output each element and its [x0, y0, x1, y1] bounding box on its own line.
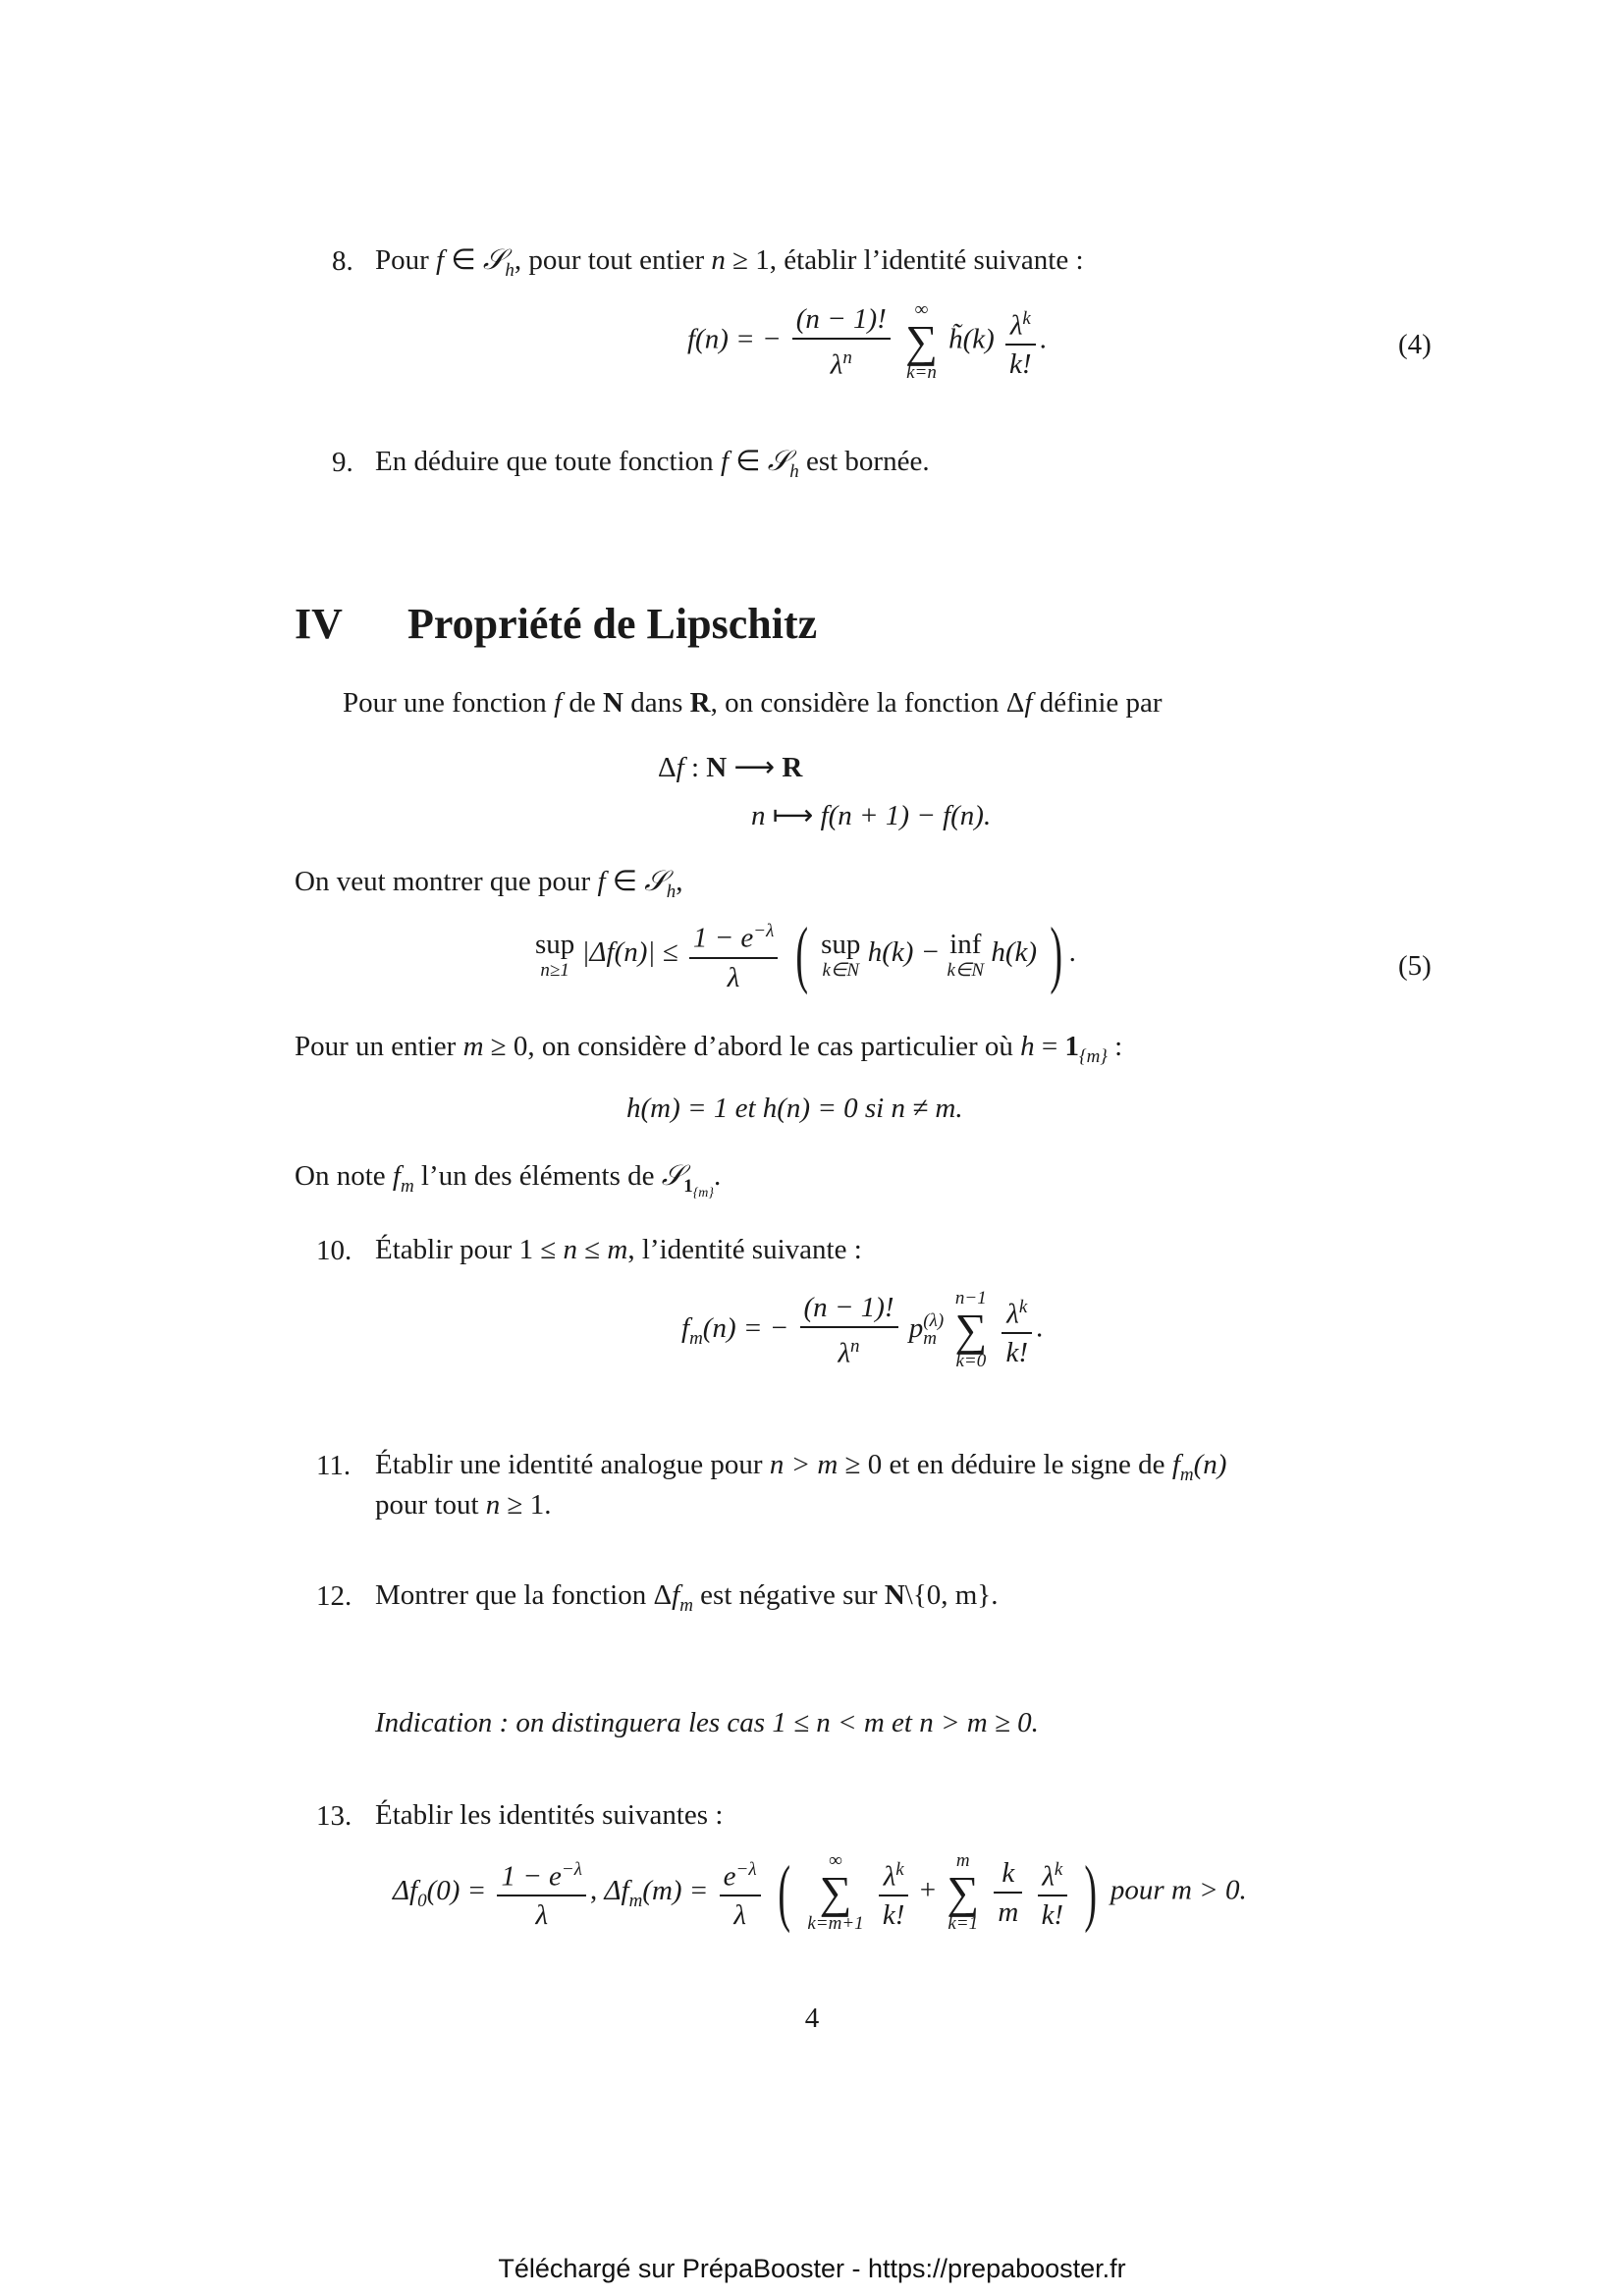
- math-sub: {m}: [1078, 1045, 1108, 1067]
- rest: (m) =: [642, 1874, 709, 1906]
- text: Pour: [375, 244, 437, 276]
- frac-num: (n − 1)!: [800, 1289, 898, 1328]
- question-8-text: [375, 242, 1084, 289]
- sup-operator: [535, 929, 574, 981]
- sum: [807, 1850, 863, 1935]
- lambda: λ: [883, 1860, 896, 1893]
- frac-den: [800, 1328, 898, 1372]
- text: de: [562, 687, 603, 719]
- equation-q13: [393, 1850, 1247, 1935]
- math-var: f: [720, 446, 729, 477]
- hint-label: Indication : on distinguera les cas: [375, 1707, 773, 1738]
- period: .: [1036, 1311, 1044, 1344]
- rest: (0) =: [426, 1874, 487, 1906]
- exp: k: [895, 1858, 904, 1880]
- math-set: 𝒮: [661, 1160, 684, 1192]
- sup-operator: [821, 929, 860, 981]
- indicator-one: 1: [683, 1175, 693, 1197]
- math-op: ∈: [605, 866, 645, 897]
- section-title: Propriété de Lipschitz: [407, 600, 818, 648]
- sum-top: ∞: [914, 299, 929, 320]
- question-11-line2: [375, 1487, 551, 1522]
- math-set-N: N: [706, 752, 728, 783]
- frac-den: k!: [1041, 1899, 1064, 1932]
- frac-den: [792, 340, 891, 384]
- text: ≤: [577, 1234, 608, 1265]
- text: , pour tout entier: [514, 244, 712, 276]
- math-set-N: N: [603, 687, 623, 719]
- text: Pour une fonction: [343, 687, 555, 719]
- equation-5: [535, 913, 1076, 996]
- frac-num: [1001, 1289, 1032, 1335]
- math-sub: m: [400, 1175, 414, 1197]
- num-text: e: [723, 1860, 736, 1893]
- sub: 0: [417, 1890, 427, 1911]
- math-set: 𝒮: [767, 446, 790, 477]
- fraction: [1001, 1289, 1032, 1372]
- page-number: 4: [804, 2002, 820, 2034]
- fraction: [994, 1854, 1022, 1931]
- text: \{0, m}.: [904, 1579, 999, 1611]
- text: Montrer que la fonction Δ: [375, 1579, 673, 1611]
- sigma: ∑: [905, 316, 938, 366]
- text: dans: [623, 687, 690, 719]
- eq-lhs: [604, 1874, 709, 1911]
- lambda: λ: [1042, 1860, 1055, 1893]
- exp: −λ: [561, 1858, 582, 1880]
- f: f: [681, 1311, 690, 1344]
- frac-den: λ: [733, 1899, 746, 1932]
- text: Établir pour 1 ≤: [375, 1234, 564, 1265]
- text: , l’identité suivante :: [627, 1234, 862, 1265]
- frac-den: λ: [727, 961, 740, 993]
- right-paren: ): [1050, 913, 1063, 996]
- equation-4: [687, 299, 1047, 384]
- text: ≥ 0, on considère d’abord le cas particulier où: [483, 1031, 1021, 1062]
- question-number: 11.: [316, 1450, 352, 1481]
- goal-sentence: [295, 864, 682, 910]
- delta-f-definition-line2: [751, 798, 991, 832]
- frac-den: k!: [1005, 1337, 1029, 1369]
- delta: Δ: [658, 752, 677, 783]
- math-op: ∈: [444, 244, 483, 276]
- text: On note: [295, 1160, 393, 1192]
- question-number: 10.: [316, 1235, 352, 1266]
- inf-limit: k∈N: [947, 959, 985, 981]
- math-var: f: [672, 1579, 680, 1611]
- sum-top: n−1: [954, 1288, 987, 1308]
- sum: [947, 1850, 979, 1935]
- math-var: m: [462, 1031, 484, 1062]
- rest: (n) = −: [702, 1311, 789, 1344]
- comma: ,: [589, 1874, 598, 1906]
- left-paren: (: [794, 913, 808, 996]
- text: l’un des éléments de: [413, 1160, 662, 1192]
- h-of-k: h(k) −: [867, 935, 941, 968]
- sum-bottom: k=m+1: [807, 1913, 864, 1934]
- question-number: 9.: [332, 447, 353, 478]
- exp: k: [1022, 307, 1031, 329]
- math-set-N: N: [884, 1579, 905, 1611]
- text: En déduire que toute fonction: [375, 446, 721, 477]
- frac-num: [720, 1851, 761, 1897]
- intro-paragraph: [343, 685, 1163, 721]
- text: =: [1034, 1031, 1065, 1062]
- sum: [905, 299, 938, 384]
- math-sub: h: [789, 460, 799, 482]
- frac-num: [879, 1851, 909, 1897]
- sub: m: [628, 1890, 643, 1911]
- text: pour tout: [375, 1489, 486, 1521]
- fraction: [1005, 300, 1036, 384]
- arrow: ⟶: [727, 752, 783, 783]
- equation-q10: [681, 1288, 1043, 1372]
- sigma: ∑: [954, 1305, 988, 1355]
- right-paren: ): [1084, 1851, 1098, 1934]
- delta-f-definition-line1: [658, 750, 802, 784]
- p-scripts: [923, 1312, 944, 1348]
- footer-download-note[interactable]: Téléchargé sur PrépaBooster - https://prepabooster.fr: [498, 2254, 1126, 2283]
- frac-num: (n − 1)!: [792, 300, 891, 340]
- fraction: [689, 913, 779, 996]
- sum-bottom: k=1: [947, 1913, 979, 1934]
- math-subsub: {m}: [692, 1185, 715, 1201]
- fraction: [879, 1851, 909, 1935]
- sigma: ∑: [947, 1867, 980, 1917]
- question-number: 13.: [316, 1800, 352, 1832]
- text: .: [714, 1160, 722, 1192]
- sup: sup: [821, 928, 861, 960]
- frac-den: k!: [1009, 348, 1032, 381]
- hint: [375, 1705, 1039, 1740]
- lambda: λ: [1006, 1298, 1019, 1330]
- condition: pour m > 0.: [1110, 1874, 1247, 1906]
- math: n > m ≥ 0.: [919, 1707, 1039, 1738]
- text: est bornée.: [798, 446, 930, 477]
- question-number: 8.: [332, 245, 353, 277]
- exp: −λ: [735, 1858, 757, 1880]
- note-sentence: [295, 1158, 721, 1211]
- delta-f: Δf: [604, 1874, 629, 1906]
- eq-lhs: [681, 1311, 789, 1349]
- text: :: [1107, 1031, 1123, 1062]
- lambda: λ: [830, 348, 843, 381]
- eq-lhs: f(n) = −: [687, 323, 782, 355]
- section-number: IV: [295, 600, 343, 648]
- question-13-text: Établir les identités suivantes :: [375, 1799, 724, 1831]
- text: , on considère la fonction Δ: [710, 687, 1025, 719]
- frac-num: [1038, 1851, 1068, 1897]
- math-sub: m: [679, 1594, 693, 1616]
- question-number: 12.: [316, 1580, 352, 1612]
- math-var: h: [1020, 1031, 1035, 1062]
- equation-label: (5): [1398, 950, 1432, 982]
- mapsto: ⟼: [765, 800, 821, 831]
- text: ≥ 1, établir l’identité suivante :: [725, 244, 1084, 276]
- math-var: f: [597, 866, 606, 897]
- eq-lhs: [393, 1874, 487, 1911]
- math-set: 𝒮: [644, 866, 667, 897]
- question-9-text: [375, 444, 930, 490]
- sum: [954, 1288, 987, 1372]
- fraction: [800, 1289, 898, 1372]
- frac-num: k: [994, 1854, 1022, 1894]
- frac-num: [689, 913, 779, 959]
- math-var: f: [1024, 687, 1033, 719]
- fraction: [497, 1851, 586, 1935]
- inf-operator: [947, 929, 984, 981]
- text: est négative sur: [692, 1579, 885, 1611]
- text: ,: [676, 866, 683, 897]
- math-op: ∈: [729, 446, 768, 477]
- math-var: n: [563, 1234, 577, 1265]
- question-12-text: [375, 1577, 998, 1624]
- math-var: f: [436, 244, 445, 276]
- math-var: m: [607, 1234, 628, 1265]
- indicator-one: 1: [1064, 1031, 1079, 1062]
- delta-f: Δf: [393, 1874, 418, 1906]
- math: n > m: [769, 1449, 839, 1480]
- text: Établir une identité analogue pour: [375, 1449, 770, 1480]
- math-var: n: [751, 800, 766, 831]
- p-sup: (λ): [923, 1310, 945, 1331]
- sum-bottom: k=n: [906, 362, 937, 383]
- math-sub: [683, 1175, 715, 1201]
- frac-den: m: [998, 1896, 1019, 1928]
- abs-delta-f: |Δf(n)| ≤: [581, 935, 678, 968]
- exp: k: [1018, 1296, 1028, 1317]
- period: .: [1039, 323, 1047, 355]
- plus: +: [919, 1874, 937, 1906]
- special-case-sentence: [295, 1029, 1122, 1075]
- sup: sup: [535, 928, 575, 960]
- lambda: λ: [1009, 309, 1023, 342]
- inf: inf: [949, 928, 982, 960]
- left-paren: (: [778, 1851, 790, 1934]
- sup-limit: n≥1: [540, 959, 569, 981]
- text: Pour un entier: [295, 1031, 463, 1062]
- sum-top: m: [955, 1850, 970, 1871]
- lambda: λ: [838, 1337, 851, 1369]
- math-set: 𝒮: [482, 244, 506, 276]
- math-var: f: [1171, 1449, 1180, 1480]
- math-var: f: [392, 1160, 401, 1192]
- frac-num: [1005, 300, 1036, 347]
- num-text: 1 − e: [692, 922, 754, 954]
- h-of-k: h(k): [991, 935, 1038, 968]
- math-var: f: [676, 752, 684, 783]
- exp: k: [1054, 1858, 1063, 1880]
- p: p: [908, 1311, 924, 1344]
- text: On veut montrer que pour: [295, 866, 598, 897]
- frac-den: k!: [882, 1899, 905, 1932]
- math-set-R: R: [782, 752, 803, 783]
- indicator-definition: [626, 1093, 963, 1125]
- exp: n: [850, 1335, 860, 1357]
- math-sub: h: [666, 881, 677, 902]
- text: ≥ 1.: [500, 1489, 552, 1521]
- sum-top: ∞: [829, 1850, 842, 1871]
- math-set-R: R: [689, 687, 711, 719]
- p-sub: m: [923, 1328, 938, 1349]
- equation-label: (4): [1398, 329, 1432, 360]
- exp: −λ: [753, 921, 775, 941]
- eq-text: h(m) = 1 et h(n) = 0 si n ≠ m.: [626, 1093, 963, 1124]
- math-var: n: [711, 244, 726, 276]
- text: et: [884, 1707, 920, 1738]
- fraction: [1038, 1851, 1068, 1935]
- math-sub: h: [505, 259, 514, 281]
- frac-den: λ: [535, 1899, 548, 1932]
- math: 1 ≤ n < m: [772, 1707, 885, 1738]
- num-text: 1 − e: [501, 1860, 562, 1893]
- h-tilde: h̃(k): [948, 323, 995, 355]
- p-m-lambda: [908, 1310, 945, 1349]
- math: (n): [1193, 1449, 1227, 1480]
- exp: n: [842, 347, 852, 368]
- math-var: n: [485, 1489, 501, 1521]
- map-rhs: f(n + 1) − f(n).: [820, 800, 992, 831]
- fraction: [792, 300, 891, 384]
- sub: m: [689, 1327, 703, 1349]
- colon: :: [683, 752, 707, 783]
- fraction: [720, 1851, 761, 1935]
- sup-limit: k∈N: [822, 959, 860, 981]
- sum-bottom: k=0: [955, 1351, 987, 1371]
- text: définie par: [1032, 687, 1163, 719]
- period: .: [1068, 935, 1076, 968]
- math-var: f: [554, 687, 563, 719]
- question-10-text: [375, 1232, 862, 1267]
- frac-num: [497, 1851, 586, 1897]
- text: ≥ 0 et en déduire le signe de: [838, 1449, 1172, 1480]
- math-sub: m: [1179, 1464, 1194, 1485]
- sigma: ∑: [819, 1867, 852, 1917]
- question-11-line1: [375, 1447, 1226, 1493]
